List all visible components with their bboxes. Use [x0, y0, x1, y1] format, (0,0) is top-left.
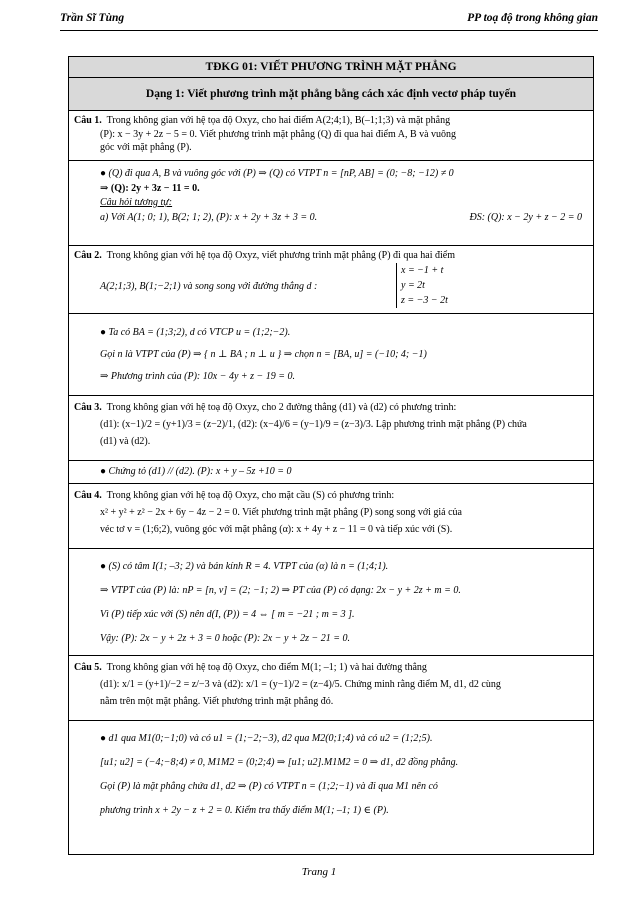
q5-sol2: [u1; u2] = (−4;−8;4) ≠ 0, M1M2 = (0;2;4) ⇒ [u1; u2].M1M2 = 0 ⇒ d1, d2 đồng phẳng. [100, 757, 459, 768]
question-5 [69, 656, 593, 721]
q1-sim-a: a) Với A(1; 0; 1), B(2; 1; 2), (P): x + 2y + 3z + 3 = 0. [100, 211, 318, 223]
q4-label: Câu 4. [74, 490, 102, 501]
q1-sim-ans: ĐS: (Q): x − 2y + z − 2 = 0 [469, 211, 582, 223]
q4-sol2: ⇒ VTPT của (P) là: nP = [n, v] = (2; −1; 2) ⇒ PT của (P) có dạng: 2x − y + 2z + m = 0. [100, 585, 461, 596]
q1-line2: (P): x − 3y + 2z − 5 = 0. Viết phương trình mặt phẳng (Q) đi qua hai điểm A, B và vuông [100, 128, 457, 140]
q5-label: Câu 5. [74, 662, 102, 673]
section-title: TĐKG 01: VIẾT PHƯƠNG TRÌNH MẶT PHẲNG [69, 57, 593, 78]
solution-4: ● (S) có tâm I(1; –3; 2) và bán kính R = 4. VTPT của (α) là n = (1;4;1). ⇒ VTPT của (P) là: nP = [n, v] = (2; −1; 2) ⇒ PT của (P) có dạng: 2x − y + 2z + m = 0. Vì (P) tiếp xúc với (S) nên d(I, (P)) = 4 ⇔ [ m = −21 ; m = 3 ]. Vậy: (P): 2x − y + 2z + 3 = 0 hoặc (P): 2x − y + 2z − 21 = 0. [69, 549, 593, 656]
q5-line3: nằm trên một mặt phẳng. Viết phương trình mặt phẳng đó. [100, 696, 334, 707]
solution-2: ● Ta có BA = (1;3;2), d có VTCP u = (1;2;−2). Gọi n là VTPT của (P) ⇒ { n ⊥ BA ; n ⊥ u } ⇒ chọn n = [BA, u] = (−10; 4; −1) ⇒ Phương trình của (P): 10x − 4y + z − 19 = 0. [69, 314, 593, 396]
author: Trần Sĩ Tùng [60, 12, 125, 24]
solution-5: ● d1 qua M1(0;−1;0) và có u1 = (1;−2;−3), d2 qua M2(0;1;4) và có u2 = (1;2;5). [u1; u2] = (−4;−8;4) ≠ 0, M1M2 = (0;2;4) ⇒ [u1; u2].M1M2 = 0 ⇒ d1, d2 đồng phẳng. Gọi (P) là mặt phẳng chứa d1, d2 ⇒ (P) có VTPT n = (1;2;−1) và đi qua M1 nên có phương trình x + 2y − z + 2 = 0. Kiểm tra thấy điểm M(1; –1; 1) ∈ (P). [69, 721, 593, 831]
q5-line2: (d1): x/1 = (y+1)/−2 = z/−3 và (d2): x/1 = (y−1)/2 = (z−4)/5. Chứng minh rằng điểm M, d1, d2 cùng [100, 679, 501, 690]
q2-system [396, 263, 448, 308]
q4-sol4: Vậy: (P): 2x − y + 2z + 3 = 0 hoặc (P): 2x − y + 2z − 21 = 0. [100, 633, 351, 644]
q3-sol1: Chứng tỏ (d1) // (d2). (P): x + y – 5z +10 = 0 [108, 466, 292, 477]
page-footer: Trang 1 [301, 866, 337, 878]
q2-line2: A(2;1;3), B(1;−2;1) và song song với đường thẳng d : [100, 280, 318, 292]
q2-line1: Trong không gian với hệ tọa độ Oxyz, viết phương trình mặt phẳng (P) đi qua hai điểm [106, 250, 455, 261]
content-frame [68, 56, 594, 855]
question-3 [69, 396, 593, 461]
q2-sol1: Ta có BA = (1;3;2), d có VTCP u = (1;2;−2). [108, 327, 291, 338]
q3-line3: (d1) và (d2). [100, 436, 151, 447]
question-2 [69, 246, 593, 314]
q3-label: Câu 3. [74, 402, 102, 413]
solution-3: ● Chứng tỏ (d1) // (d2). (P): x + y – 5z +10 = 0 [69, 461, 593, 484]
q4-sol3: Vì (P) tiếp xúc với (S) nên d(I, (P)) = 4 ⇔ [ m = −21 ; m = 3 ]. [100, 609, 355, 620]
page-header [60, 12, 598, 28]
question-1 [69, 111, 593, 161]
question-4 [69, 484, 593, 549]
q1-line3: góc với mặt phẳng (P). [100, 142, 192, 154]
q5-sol1: d1 qua M1(0;−1;0) và có u1 = (1;−2;−3), d2 qua M2(0;1;4) và có u2 = (1;2;5). [108, 733, 433, 744]
q1-label: Câu 1. [74, 115, 102, 126]
q2-sys2: y = 2t [401, 279, 425, 291]
subject: PP toạ độ trong không gian [467, 12, 598, 24]
q4-sol1: (S) có tâm I(1; –3; 2) và bán kính R = 4. VTPT của (α) là n = (1;4;1). [108, 561, 389, 572]
header-rule [60, 30, 598, 31]
q5-sol4: phương trình x + 2y − z + 2 = 0. Kiểm tra thấy điểm M(1; –1; 1) ∈ (P). [100, 805, 389, 816]
section-subtitle: Dạng 1: Viết phương trình mặt phẳng bằng cách xác định vectơ pháp tuyến [69, 78, 593, 111]
q3-line1: Trong không gian với hệ toạ độ Oxyz, cho 2 đường thẳng (d1) và (d2) có phương trình: [106, 402, 457, 413]
q4-line1: Trong không gian với hệ toạ độ Oxyz, cho mặt cầu (S) có phương trình: [106, 490, 395, 501]
q5-line1: Trong không gian với hệ toạ độ Oxyz, cho điểm M(1; –1; 1) và hai đường thẳng [106, 662, 427, 673]
q1-line1: Trong không gian với hệ tọa độ Oxyz, cho hai điểm A(2;4;1), B(–1;1;3) và mặt phẳng [106, 115, 451, 126]
q2-sol3: ⇒ Phương trình của (P): 10x − 4y + z − 19 = 0. [100, 371, 296, 382]
q2-label: Câu 2. [74, 250, 102, 261]
solution-1: ● (Q) đi qua A, B và vuông góc với (P) ⇒ (Q) có VTPT n = [nP, AB] = (0; −8; −12) ≠ 0 ⇒ (Q): 2y + 3z − 11 = 0. Câu hỏi tương tự: a) Với A(1; 0; 1), B(2; 1; 2), (P): x + 2y + 3z + 3 = 0. ĐS: (Q): x − 2y + z − 2 = 0 [69, 161, 593, 246]
q5-sol3: Gọi (P) là mặt phẳng chứa d1, d2 ⇒ (P) có VTPT n = (1;2;−1) và đi qua M1 nên có [100, 781, 438, 792]
q2-sys3: z = −3 − 2t [401, 294, 448, 306]
q2-sys1: x = −1 + t [401, 264, 444, 276]
q1-sol2: ⇒ (Q): 2y + 3z − 11 = 0. [100, 182, 200, 194]
q4-line3: véc tơ v = (1;6;2), vuông góc với mặt phẳng (α): x + 4y + z − 11 = 0 và tiếp xúc với (S). [100, 524, 453, 535]
q4-line2: x² + y² + z² − 2x + 6y − 4z − 2 = 0. Viết phương trình mặt phẳng (P) song song với giá của [100, 507, 462, 518]
q1-similar: Câu hỏi tương tự: [100, 197, 173, 208]
q2-sol2: Gọi n là VTPT của (P) ⇒ { n ⊥ BA ; n ⊥ u } ⇒ chọn n = [BA, u] = (−10; 4; −1) [100, 349, 427, 360]
q3-line2: (d1): (x−1)/2 = (y+1)/3 = (z−2)/1, (d2): (x−4)/6 = (y−1)/9 = (z−3)/3. Lập phương trình mặt phẳng (P) chứa [100, 419, 527, 430]
q1-sol1: (Q) đi qua A, B và vuông góc với (P) ⇒ (Q) có VTPT n = [nP, AB] = (0; −8; −12) ≠ 0 [108, 168, 454, 179]
